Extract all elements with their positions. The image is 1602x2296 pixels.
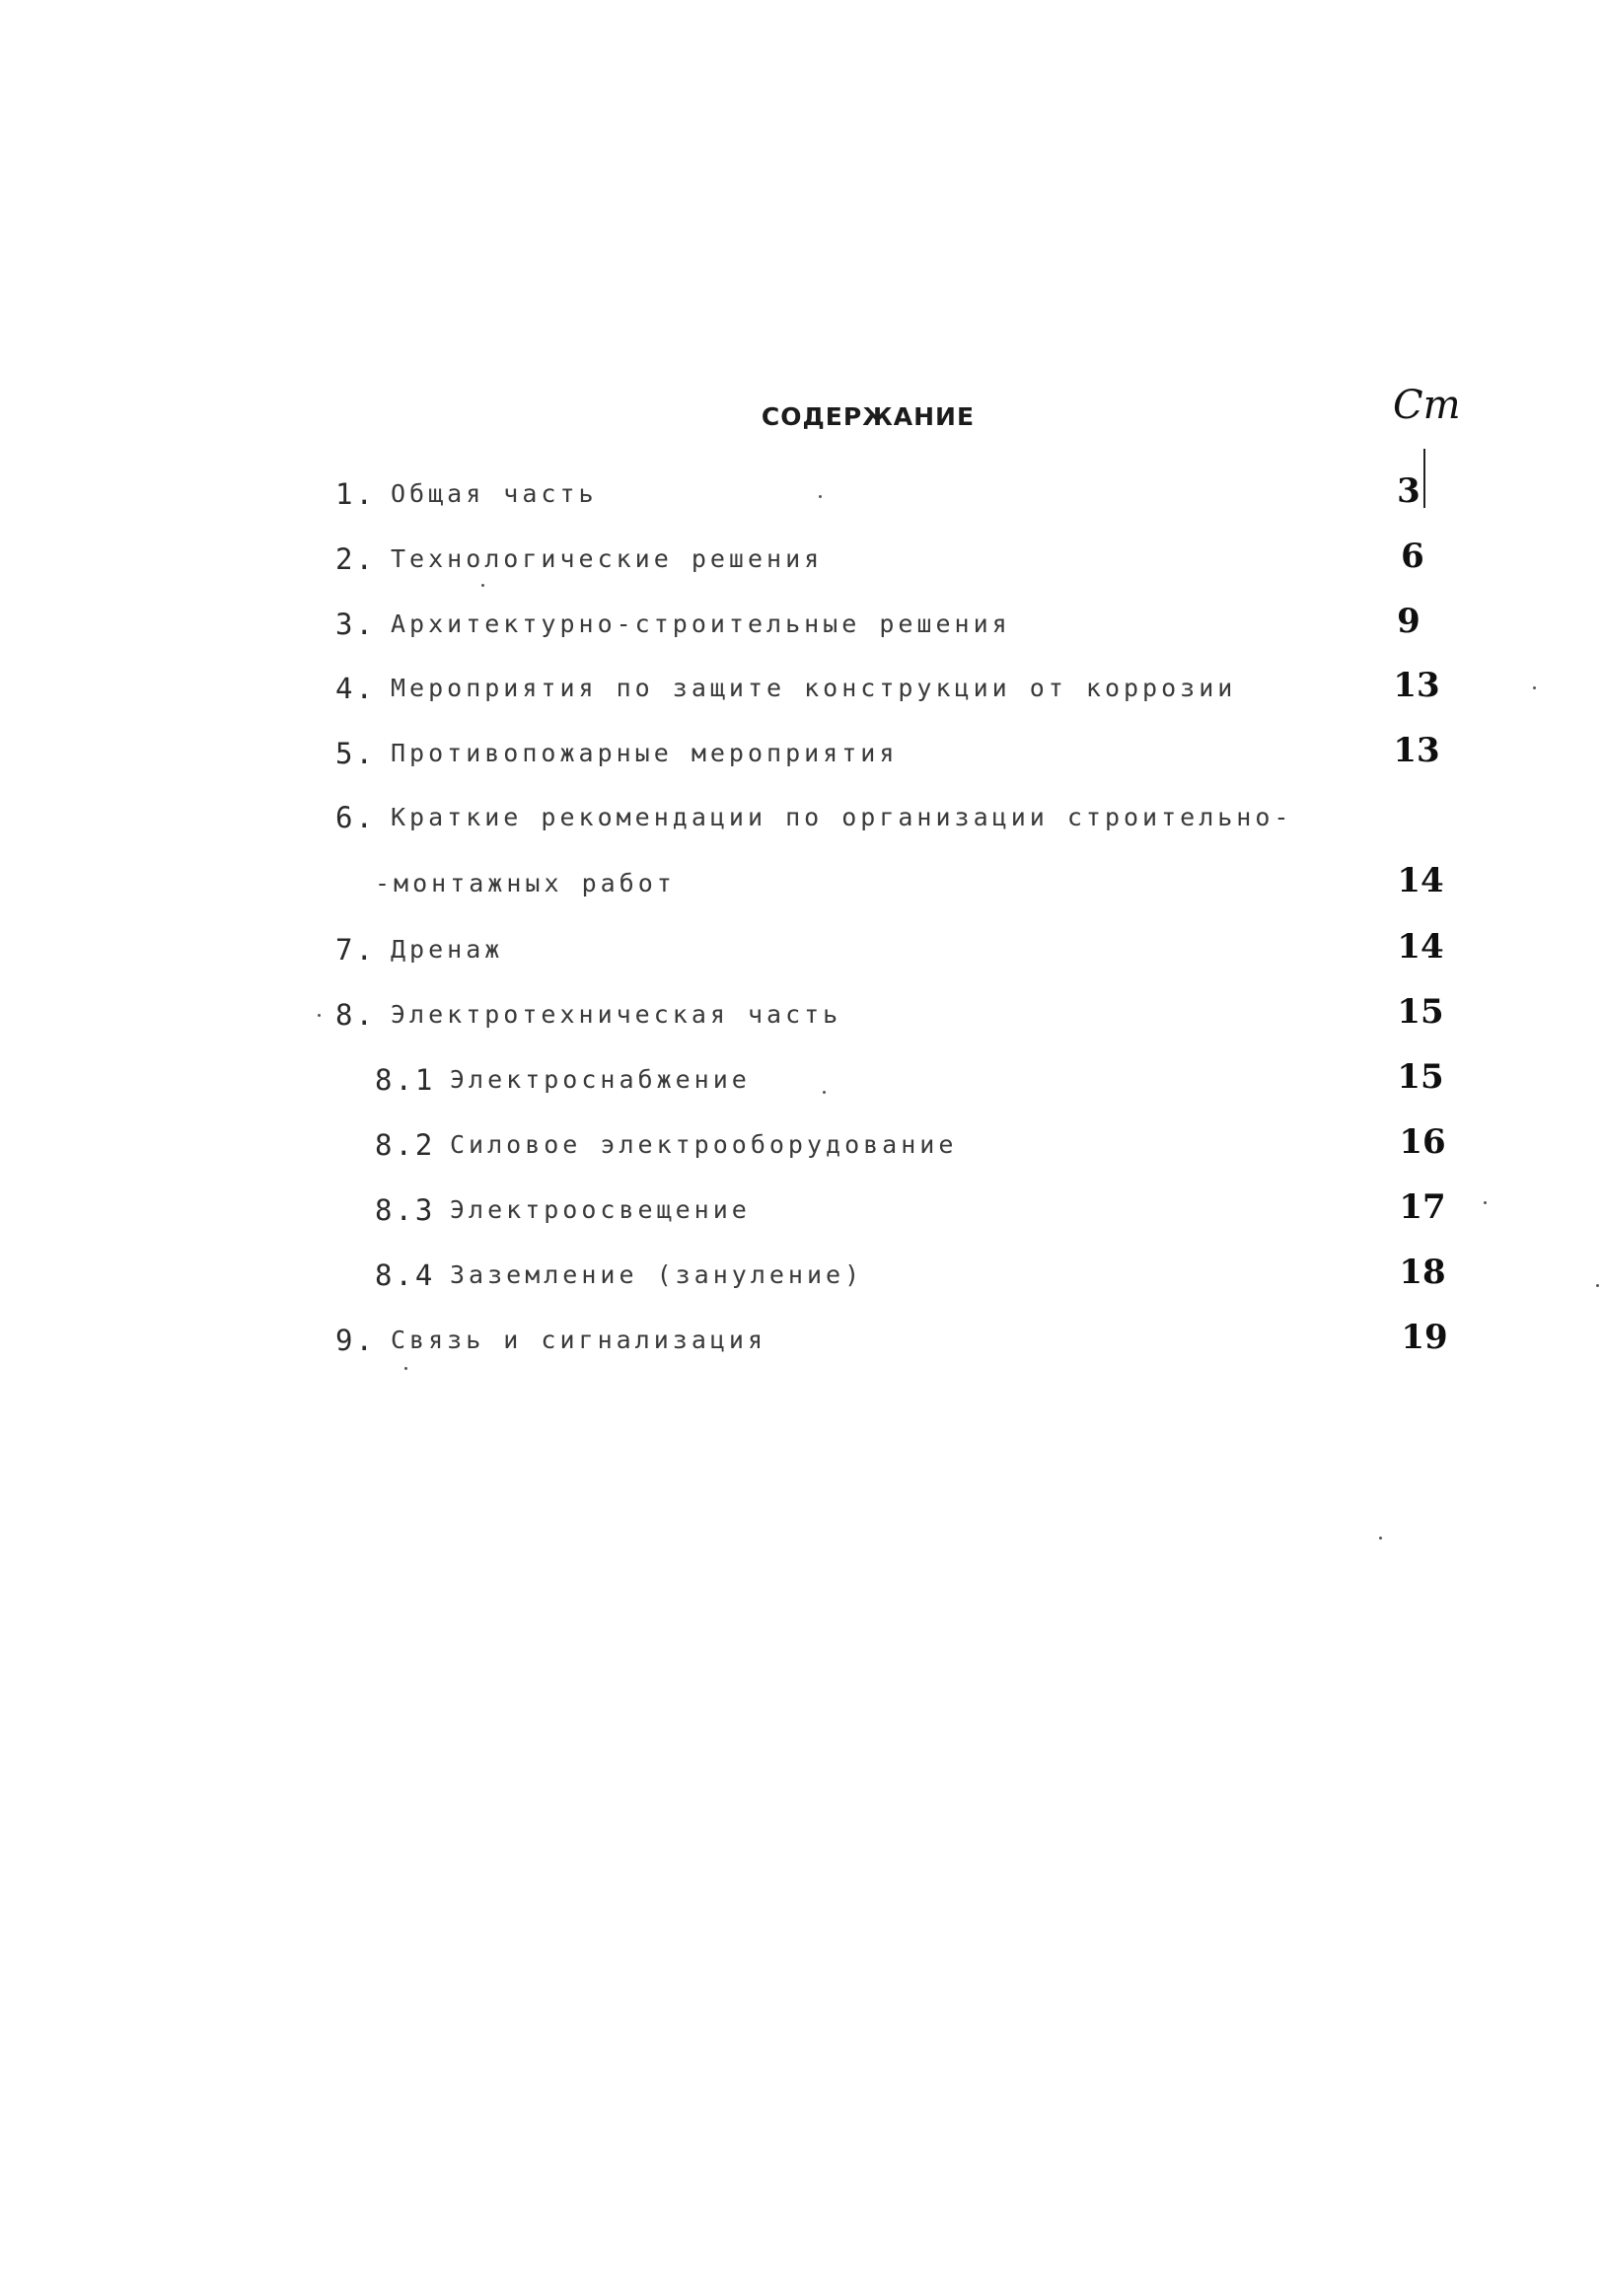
toc-entry-text: Электроснабжение [450,1065,751,1094]
toc-subentry [0,1187,1602,1243]
toc-entry [0,731,1602,786]
toc-entry-text: Электроосвещение [450,1195,751,1224]
toc-entry-number: 8.4 [375,1258,436,1292]
toc-entry-page: 16 [1399,1122,1446,1162]
toc-entry-page: 6 [1401,537,1424,576]
toc-entry-text: Мероприятия по защите конструкции от коррозии [391,674,1237,702]
toc-entry-number: 2. [335,542,376,576]
toc-entry-text: Силовое электрооборудование [450,1130,958,1159]
toc-entry-number: 8.2 [375,1128,436,1162]
toc-entry [0,666,1602,721]
scan-speck [318,1014,321,1017]
scan-speck [1596,1284,1599,1287]
toc-entry [0,927,1602,982]
toc-entry-number: 8.1 [375,1063,436,1097]
scan-speck [819,495,822,498]
toc-entry-number: 9. [335,1324,376,1357]
scan-speck [481,584,484,587]
toc-entry-page: 15 [1397,992,1444,1032]
toc-entry [0,471,1602,527]
toc-entry [0,801,1602,850]
scan-speck [823,1091,826,1094]
toc-entry [0,602,1602,657]
toc-entry-text: -монтажных работ [375,869,676,897]
toc-entry-text: Архитектурно-строительные решения [391,610,1011,638]
toc-entry-text: Общая часть [391,479,598,508]
scan-speck [1533,686,1536,689]
toc-entry-text: Дренаж [391,935,504,964]
toc-entry-page: 3 [1397,471,1420,511]
toc-entry-number: 8.3 [375,1193,436,1227]
toc-entry-number: 5. [335,737,376,770]
toc-entry [0,992,1602,1047]
toc-entry-page: 13 [1393,731,1440,770]
toc-entry-page: 19 [1401,1318,1448,1357]
toc-subentry [0,1122,1602,1178]
toc-entry-number: 7. [335,933,376,967]
toc-entry-text: Связь и сигнализация [391,1326,767,1354]
toc-entry-number: 1. [335,477,376,511]
toc-entry-number: 4. [335,672,376,705]
toc-subentry [0,1057,1602,1112]
toc-entry-text: Заземление (зануление) [450,1260,864,1289]
toc-entry-text: Краткие рекомендации по организации строительно- [391,803,1293,831]
toc-entry [0,1318,1602,1373]
scan-speck [1379,1537,1382,1540]
toc-entry-page: 17 [1399,1187,1446,1227]
toc-entry-text: Технологические решения [391,544,824,573]
toc-entry-page: 13 [1393,666,1440,705]
toc-entry-page: 15 [1397,1057,1444,1097]
toc-entry-page: 14 [1397,861,1444,900]
scan-speck [1484,1201,1487,1204]
toc-entry-page: 14 [1397,927,1444,967]
toc-entry-page: 9 [1397,602,1420,641]
toc-subentry [0,1253,1602,1308]
toc-entry-text: Электротехническая часть [391,1000,842,1029]
toc-entry [0,537,1602,592]
page-title: СОДЕРЖАНИЕ [761,402,976,431]
toc-entry-number: 8. [335,998,376,1032]
toc-entry-number: 3. [335,608,376,641]
toc-entry-continuation [0,861,1602,916]
toc-entry-text: Противопожарные мероприятия [391,739,899,767]
toc-entry-page: 18 [1399,1253,1446,1292]
page-column-header: Ст [1393,383,1461,428]
toc-entry-number: 6. [335,801,376,834]
scan-speck [404,1367,407,1370]
